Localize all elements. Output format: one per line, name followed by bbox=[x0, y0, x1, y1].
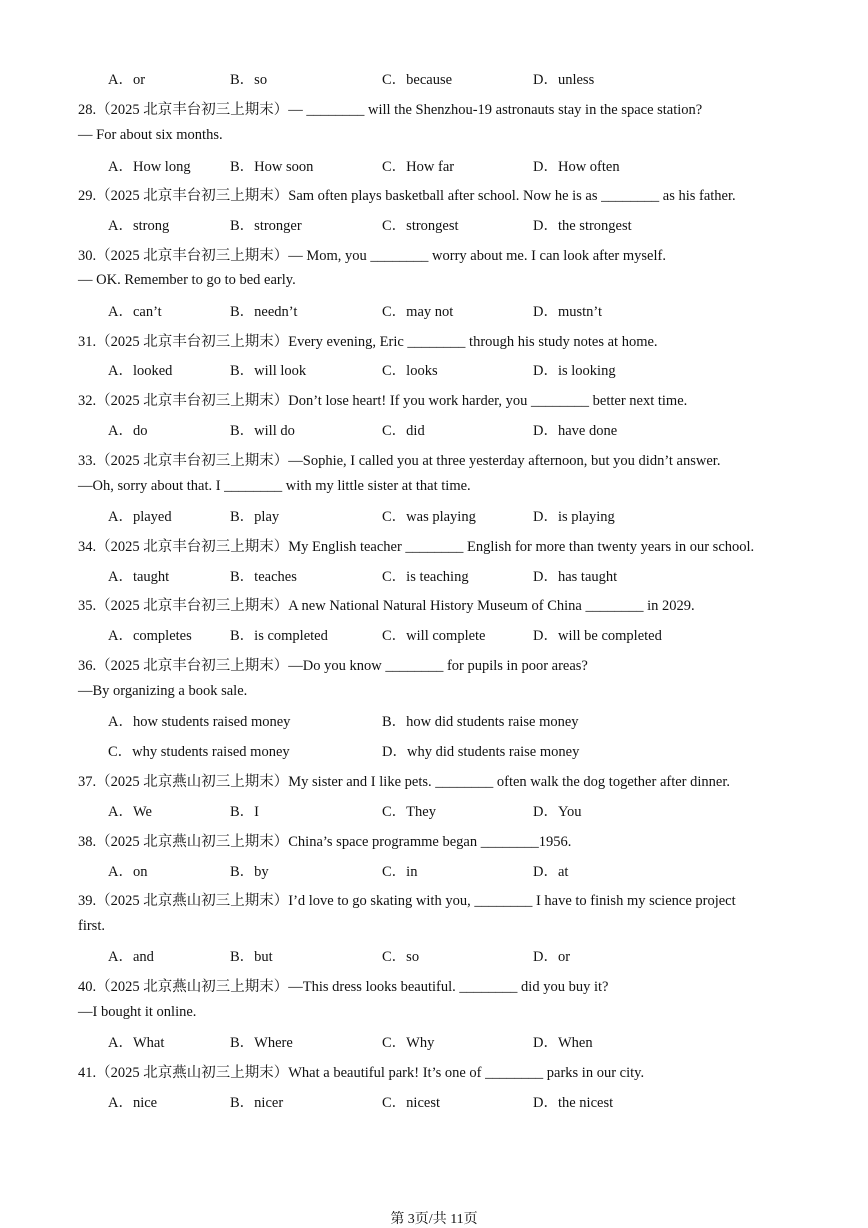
option-d: D．has taught bbox=[533, 569, 618, 585]
option-d: D．You bbox=[533, 804, 582, 820]
option-b: B．needn’t bbox=[230, 304, 298, 320]
question-28-stem: 28.（2025 北京丰台初三上期末）— ________ will the Shenzhou-19 astronauts stay in the space station? bbox=[78, 102, 703, 118]
option-d: D．the nicest bbox=[533, 1095, 614, 1111]
option-c: C．Why bbox=[382, 1035, 435, 1051]
option-b: B．so bbox=[230, 72, 268, 88]
option-c: C．so bbox=[382, 949, 420, 965]
option-d: D．at bbox=[533, 864, 569, 880]
option-d: D．the strongest bbox=[533, 218, 632, 234]
option-d: D．When bbox=[533, 1035, 593, 1051]
option-c: C．How far bbox=[382, 159, 455, 175]
option-b: B．play bbox=[230, 509, 280, 525]
option-c: C．may not bbox=[382, 304, 454, 320]
option-c: C．looks bbox=[382, 363, 438, 379]
option-d: D．is playing bbox=[533, 509, 615, 525]
question-36-answer-line: —By organizing a book sale. bbox=[78, 683, 248, 699]
option-c: C．They bbox=[382, 804, 436, 820]
option-b: B．Where bbox=[230, 1035, 293, 1051]
question-33-answer-line: —Oh, sorry about that. I ________ with my little sister at that time. bbox=[78, 478, 471, 494]
question-37-stem: 37.（2025 北京燕山初三上期末）My sister and I like pets. ________ often walk the dog together after dinner. bbox=[78, 774, 730, 790]
question-28-answer-line: — For about six months. bbox=[78, 127, 223, 143]
option-a: A．taught bbox=[108, 569, 170, 585]
option-b: B．will look bbox=[230, 363, 307, 379]
question-29-stem: 29.（2025 北京丰台初三上期末）Sam often plays basketball after school. Now he is as ________ as his father. bbox=[78, 188, 736, 204]
option-a: A．looked bbox=[108, 363, 173, 379]
option-b: B．how did students raise money bbox=[382, 714, 579, 730]
question-41-stem: 41.（2025 北京燕山初三上期末）What a beautiful park! It’s one of ________ parks in our city. bbox=[78, 1065, 645, 1081]
option-a: A．How long bbox=[108, 159, 191, 175]
option-a: A．What bbox=[108, 1035, 165, 1051]
option-a: A．We bbox=[108, 804, 152, 820]
option-a: A．do bbox=[108, 423, 148, 439]
option-c: C．nicest bbox=[382, 1095, 440, 1111]
question-34-stem: 34.（2025 北京丰台初三上期末）My English teacher ________ English for more than twenty years in our school. bbox=[78, 539, 755, 555]
option-a: A．strong bbox=[108, 218, 170, 234]
question-38-stem: 38.（2025 北京燕山初三上期末）China’s space programme began ________1956. bbox=[78, 834, 572, 850]
question-39-stem-continued: first. bbox=[78, 918, 105, 934]
option-d: D．mustn’t bbox=[533, 304, 603, 320]
option-a: A．on bbox=[108, 864, 148, 880]
option-b: B．but bbox=[230, 949, 273, 965]
option-b: B．stronger bbox=[230, 218, 302, 234]
question-40-stem: 40.（2025 北京燕山初三上期末）—This dress looks beautiful. ________ did you buy it? bbox=[78, 979, 609, 995]
option-c: C．did bbox=[382, 423, 425, 439]
option-b: B．teaches bbox=[230, 569, 297, 585]
option-a: A．played bbox=[108, 509, 172, 525]
question-31-stem: 31.（2025 北京丰台初三上期末）Every evening, Eric ________ through his study notes at home. bbox=[78, 334, 658, 350]
option-b: B．nicer bbox=[230, 1095, 284, 1111]
option-d: D．unless bbox=[533, 72, 595, 88]
option-d: D．have done bbox=[533, 423, 618, 439]
option-c: C．is teaching bbox=[382, 569, 469, 585]
option-c: C．will complete bbox=[382, 628, 486, 644]
option-b: B．by bbox=[230, 864, 269, 880]
option-d: D．or bbox=[533, 949, 571, 965]
question-33-stem: 33.（2025 北京丰台初三上期末）—Sophie, I called you at three yesterday afternoon, but you didn’t answer. bbox=[78, 453, 721, 469]
option-a: A．and bbox=[108, 949, 154, 965]
question-39-stem: 39.（2025 北京燕山初三上期末）I’d love to go skating with you, ________ I have to finish my science project bbox=[78, 893, 736, 909]
question-35-stem: 35.（2025 北京丰台初三上期末）A new National Natural History Museum of China ________ in 2029. bbox=[78, 598, 695, 614]
option-b: B．is completed bbox=[230, 628, 328, 644]
option-b: B．How soon bbox=[230, 159, 314, 175]
option-a: A．how students raised money bbox=[108, 714, 291, 730]
page-number-footer: 第 3页/共 11页 bbox=[390, 1212, 478, 1227]
question-30-answer-line: — OK. Remember to go to bed early. bbox=[78, 272, 296, 288]
option-c: C．in bbox=[382, 864, 418, 880]
option-b: B．will do bbox=[230, 423, 295, 439]
option-d: D．is looking bbox=[533, 363, 616, 379]
option-c: C．was playing bbox=[382, 509, 476, 525]
option-c: C．because bbox=[382, 72, 453, 88]
option-c: C．why students raised money bbox=[108, 744, 290, 760]
option-a: A．nice bbox=[108, 1095, 158, 1111]
option-c: C．strongest bbox=[382, 218, 459, 234]
option-d: D．How often bbox=[533, 159, 620, 175]
question-30-stem: 30.（2025 北京丰台初三上期末）— Mom, you ________ worry about me. I can look after myself. bbox=[78, 248, 666, 264]
question-40-answer-line: —I bought it online. bbox=[78, 1004, 197, 1020]
option-a: A．or bbox=[108, 72, 146, 88]
question-32-stem: 32.（2025 北京丰台初三上期末）Don’t lose heart! If you work harder, you ________ better next time. bbox=[78, 393, 688, 409]
option-a: A．can’t bbox=[108, 304, 162, 320]
option-d: D．why did students raise money bbox=[382, 744, 580, 760]
question-36-stem: 36.（2025 北京丰台初三上期末）—Do you know ________ for pupils in poor areas? bbox=[78, 658, 588, 674]
option-a: A．completes bbox=[108, 628, 192, 644]
option-b: B．I bbox=[230, 804, 259, 820]
option-d: D．will be completed bbox=[533, 628, 662, 644]
